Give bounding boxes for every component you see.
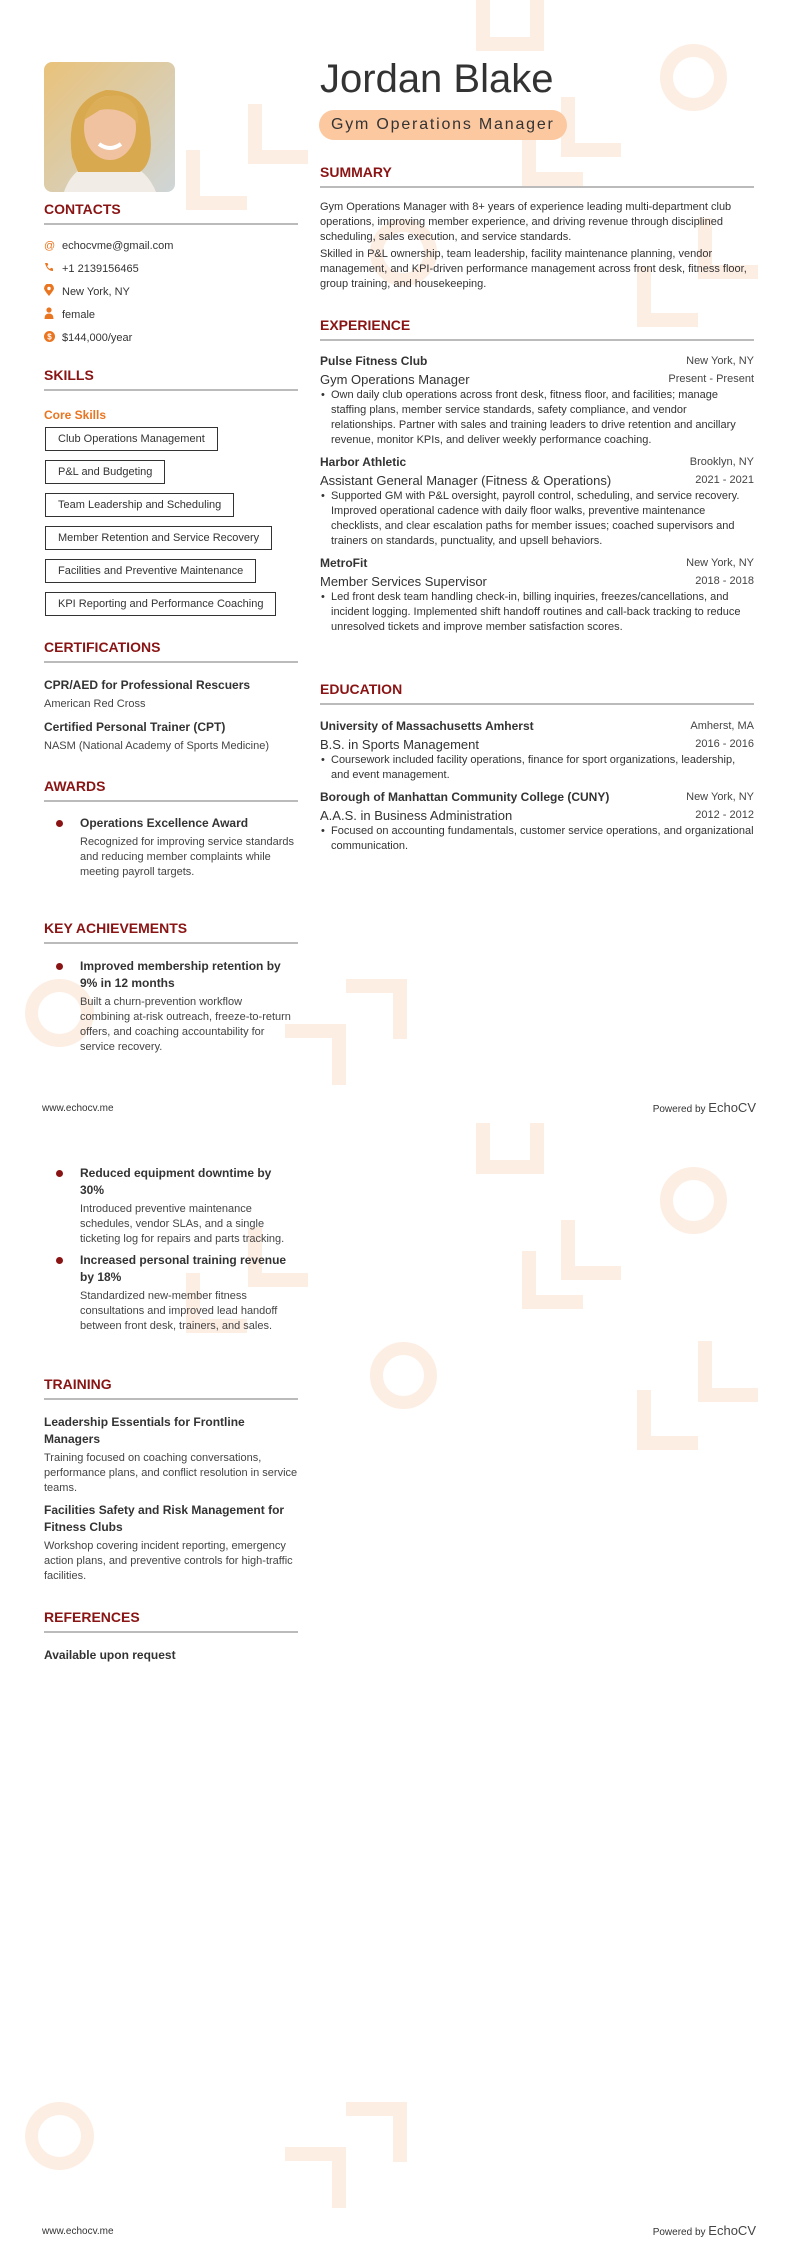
contacts-section [44, 200, 298, 349]
skill-tag: Team Leadership and Scheduling [45, 493, 234, 517]
at-icon: @ [44, 239, 56, 252]
company-name: Harbor Athletic [320, 455, 407, 469]
education-entry [320, 788, 754, 854]
decor-shape [637, 1390, 698, 1450]
company-location: Brooklyn, NY [689, 456, 754, 468]
school-name: Borough of Manhattan Community College (CUNY) [320, 790, 610, 804]
job-title-badge: Gym Operations Manager [319, 110, 567, 140]
training-section [44, 1375, 298, 1584]
experience-entry [320, 554, 754, 635]
training-description: Training focused on coaching conversations, performance plans, and conflict resolution in service teams. [44, 1452, 298, 1494]
certifications-section [44, 638, 298, 756]
contact-salary [44, 326, 298, 349]
school-location: Amherst, MA [690, 720, 754, 732]
education-dates: 2012 - 2012 [695, 809, 754, 821]
decor-ring [25, 2102, 94, 2170]
footer-powered-by [653, 1100, 756, 1115]
contact-text: $144,000/year [62, 331, 133, 344]
dollar-coin-icon [44, 331, 62, 345]
job-dates: 2018 - 2018 [695, 575, 754, 587]
contact-location [44, 280, 298, 303]
achievement-item [44, 1165, 298, 1247]
contact-text: echocvme@gmail.com [62, 239, 174, 252]
training-title: Leadership Essentials for Frontline Managers [44, 1415, 245, 1446]
education-section [320, 680, 754, 859]
degree: A.A.S. in Business Administration [320, 808, 513, 823]
degree: B.S. in Sports Management [320, 737, 479, 752]
footer-powered-by [653, 2223, 756, 2238]
decor-shape [698, 1341, 758, 1402]
achievement-description: Standardized new-member fitness consultations and improved lead handoff between front desk, trainers, and sales. [80, 1290, 278, 1332]
footer-website-link[interactable]: www.echocv.me [42, 1103, 114, 1114]
section-heading: SKILLS [44, 366, 298, 391]
school-name: University of Massachusetts Amherst [320, 719, 534, 733]
decor-ring [660, 1167, 727, 1234]
decor-shape [476, 0, 544, 51]
experience-entry [320, 453, 754, 549]
bullet-dot-icon [56, 820, 63, 827]
section-heading: CONTACTS [44, 200, 298, 225]
section-heading: SUMMARY [320, 163, 754, 188]
summary-paragraph: Gym Operations Manager with 8+ years of experience leading multi-department club operations, improving member experience, and driving revenue through disciplined scheduling, sales execution, and service standards. [320, 201, 732, 243]
achievement-item [44, 958, 298, 1055]
achievement-description: Introduced preventive maintenance schedules, vendor SLAs, and a single ticketing log for repairs and parts tracking. [80, 1203, 285, 1245]
summary-section [320, 163, 754, 292]
decor-shape [346, 979, 407, 1039]
certification-issuer: American Red Cross [44, 698, 146, 710]
bullet-dot-icon [56, 963, 63, 970]
achievement-item [44, 1252, 298, 1334]
achievements-section [44, 919, 298, 1060]
footer-website-link[interactable]: www.echocv.me [42, 2226, 114, 2237]
contact-text: female [62, 308, 96, 321]
skills-section [44, 366, 298, 625]
experience-section [320, 316, 754, 640]
award-title: Operations Excellence Award [80, 816, 249, 830]
decor-shape [285, 2147, 346, 2208]
person-icon [44, 307, 62, 322]
job-bullet: • Led front desk team handling check-in, billing inquiries, freezes/cancellations, and incident logging. Implemented shift handoff routines and call-back tracking to reduce unresolved tickets and improve member satisfaction scores. [320, 590, 754, 635]
company-name: Pulse Fitness Club [320, 354, 428, 368]
decor-shape [248, 104, 308, 164]
job-role: Assistant General Manager (Fitness & Operations) [320, 473, 612, 488]
job-dates: 2021 - 2021 [695, 474, 754, 486]
certification-issuer: NASM (National Academy of Sports Medicine) [44, 740, 269, 752]
bullet-dot-icon [56, 1257, 63, 1264]
achievement-title: Increased personal training revenue by 18% [80, 1253, 287, 1284]
job-role: Gym Operations Manager [320, 372, 470, 387]
training-description: Workshop covering incident reporting, emergency action plans, and preventive controls for high-traffic facilities. [44, 1540, 293, 1582]
resume-page-2 [0, 1123, 794, 2246]
section-heading: EXPERIENCE [320, 316, 754, 341]
job-role: Member Services Supervisor [320, 574, 487, 589]
skill-tag: Facilities and Preventive Maintenance [45, 559, 256, 583]
awards-section [44, 777, 298, 885]
education-bullet: • Focused on accounting fundamentals, customer service operations, and organizational communication. [320, 824, 754, 854]
experience-entry [320, 352, 754, 448]
svg-text:$: $ [47, 332, 52, 342]
contact-email[interactable] [44, 234, 298, 257]
powered-by-label: Powered by [652, 1104, 706, 1115]
achievements-continued [44, 1165, 298, 1339]
skill-tag: Member Retention and Service Recovery [45, 526, 272, 550]
contact-text: +1 2139156465 [62, 262, 139, 275]
certification-title: Certified Personal Trainer (CPT) [44, 720, 226, 734]
decor-shape [522, 1251, 583, 1309]
skill-tag: KPI Reporting and Performance Coaching [45, 592, 276, 616]
decor-shape [346, 2102, 407, 2162]
achievement-title: Reduced equipment downtime by 30% [80, 1166, 272, 1197]
references-text: Available upon request [44, 1648, 176, 1662]
profile-photo [44, 62, 175, 192]
powered-by-label: Powered by [652, 2227, 706, 2238]
phone-icon [44, 262, 62, 275]
school-location: New York, NY [686, 791, 754, 803]
skill-tag: P&L and Budgeting [45, 460, 165, 484]
job-dates: Present - Present [668, 373, 754, 385]
brand-name: EchoCV [708, 1100, 756, 1115]
contact-phone[interactable] [44, 257, 298, 280]
training-title: Facilities Safety and Risk Management for Fitness Clubs [44, 1503, 285, 1534]
section-heading: AWARDS [44, 777, 298, 802]
award-description: Recognized for improving service standards and reducing member complaints while meeting payroll targets. [80, 836, 294, 878]
contact-gender [44, 303, 298, 326]
education-bullet: • Coursework included facility operations, finance for sport organizations, leadership, and event management. [320, 753, 754, 783]
location-pin-icon [44, 284, 62, 299]
skill-tag: Club Operations Management [45, 427, 218, 451]
section-heading: TRAINING [44, 1375, 298, 1400]
company-location: New York, NY [686, 557, 754, 569]
section-heading: REFERENCES [44, 1608, 298, 1633]
job-bullet: • Supported GM with P&L oversight, payroll control, scheduling, and service recovery. Improved operational cadence with daily floor walks, preventive maintenance checklists, and clear escalation paths for member issues; coached supervisors and trainers on standards, punctuality, and upsell behaviors. [320, 489, 754, 549]
section-heading: CERTIFICATIONS [44, 638, 298, 663]
education-dates: 2016 - 2016 [695, 738, 754, 750]
company-name: MetroFit [320, 556, 368, 570]
section-heading: KEY ACHIEVEMENTS [44, 919, 298, 944]
contact-text: New York, NY [62, 285, 130, 298]
bullet-dot-icon [56, 1170, 63, 1177]
section-heading: EDUCATION [320, 680, 754, 705]
award-item [44, 815, 298, 880]
education-entry [320, 717, 754, 783]
decor-shape [476, 1123, 544, 1174]
references-section [44, 1608, 298, 1665]
summary-paragraph: Skilled in P&L ownership, team leadership, facility maintenance planning, vendor management, and KPI-driven performance management across front desk, fitness floor, group training, and housekeeping. [320, 248, 747, 290]
job-bullet: • Own daily club operations across front desk, fitness floor, and facilities; manage staffing plans, member service standards, safety compliance, and vendor relationships. Partner with sales and training leaders to drive retention and ancillary revenue, monitor KPIs, and deliver weekly performance coaching. [320, 388, 754, 448]
brand-name: EchoCV [708, 2223, 756, 2238]
company-location: New York, NY [686, 355, 754, 367]
candidate-name: Jordan Blake [320, 57, 554, 101]
decor-ring [370, 1342, 437, 1409]
achievement-title: Improved membership retention by 9% in 12 months [80, 959, 281, 990]
certification-title: CPR/AED for Professional Rescuers [44, 678, 251, 692]
skill-group-label: Core Skills [44, 408, 107, 422]
achievement-description: Built a churn-prevention workflow combining at-risk outreach, freeze-to-return offers, and coaching accountability for service recovery. [80, 996, 291, 1053]
